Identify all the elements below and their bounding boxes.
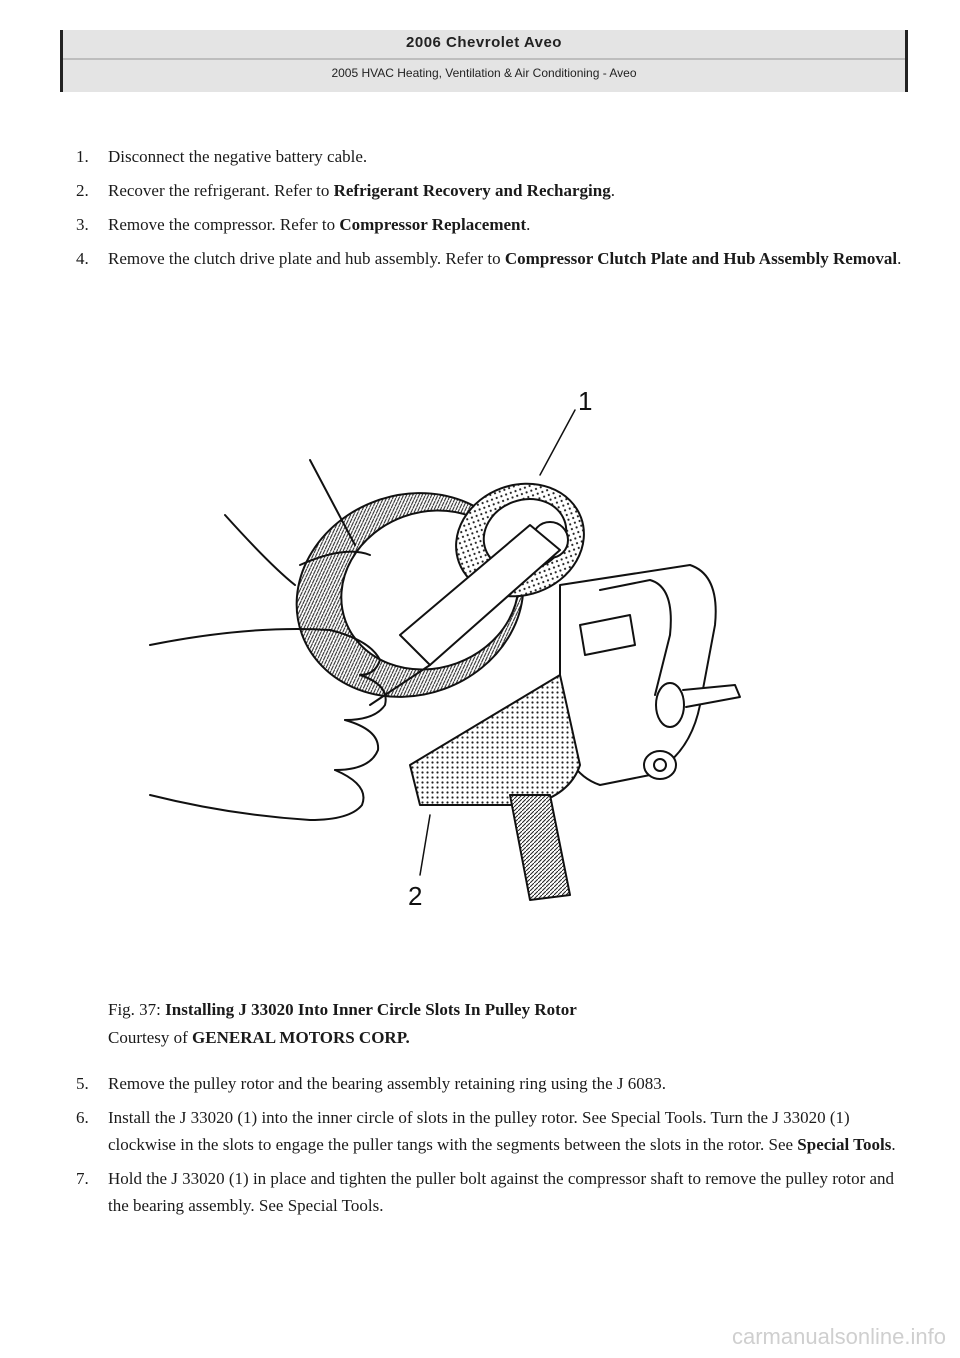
step-link-refrigerant-recovery[interactable]: Refrigerant Recovery and Recharging	[333, 181, 611, 200]
step-text-end: .	[891, 1135, 896, 1154]
watermark: carmanualsonline.info	[731, 1324, 946, 1349]
header-title: 2006 Chevrolet Aveo	[406, 34, 562, 51]
step-number: 4.	[76, 249, 89, 268]
step-number: 5.	[76, 1074, 89, 1093]
step-link-special-tools[interactable]: Special Tools	[797, 1135, 892, 1154]
page-header	[60, 30, 908, 92]
step-5	[76, 1070, 916, 1097]
puller-installation-illustration	[130, 375, 770, 925]
figure-caption	[108, 996, 577, 1052]
step-text-end: .	[610, 181, 615, 200]
step-text: Remove the compressor. Refer to	[108, 215, 340, 234]
step-text: Disconnect the negative battery cable.	[108, 147, 368, 166]
step-number: 1.	[76, 147, 89, 166]
step-text-end: .	[897, 249, 902, 268]
header-subtitle: 2005 HVAC Heating, Ventilation & Air Conditioning - Aveo	[331, 66, 637, 80]
step-1	[76, 143, 916, 170]
callout-2: 2	[408, 881, 423, 911]
step-text: Install the J 33020 (1) into the inner circle of slots in the pulley rotor. See Special Tools. Turn the J 33020 (1) clockwise in the slots to engage the puller tangs with the segments between the slots in the rotor. See	[108, 1108, 850, 1154]
step-text: Hold the J 33020 (1) in place and tighten the puller bolt against the compressor shaft to remove the pulley rotor and the bearing assembly. See Special Tools.	[108, 1169, 895, 1215]
step-number: 6.	[76, 1108, 89, 1127]
step-link-compressor-replacement[interactable]: Compressor Replacement	[339, 215, 527, 234]
step-number: 7.	[76, 1169, 89, 1188]
step-text: Remove the pulley rotor and the bearing assembly retaining ring using the J 6083.	[108, 1074, 667, 1093]
step-number: 2.	[76, 181, 89, 200]
procedure-steps-before	[76, 143, 916, 279]
step-text-end: .	[526, 215, 531, 234]
header-divider	[63, 58, 905, 60]
figure-courtesy-line	[108, 1024, 577, 1052]
step-7	[76, 1165, 916, 1219]
callout-1: 1	[578, 386, 593, 416]
figure-label: Fig. 37:	[108, 1000, 166, 1019]
step-2	[76, 177, 916, 204]
figure-title: Installing J 33020 Into Inner Circle Slots In Pulley Rotor	[165, 1000, 577, 1019]
courtesy-name: GENERAL MOTORS CORP.	[192, 1028, 410, 1047]
procedure-steps-after	[76, 1070, 916, 1226]
step-4	[76, 245, 916, 272]
step-link-clutch-plate-removal[interactable]: Compressor Clutch Plate and Hub Assembly Removal	[504, 249, 898, 268]
step-6	[76, 1104, 916, 1158]
courtesy-prefix: Courtesy of	[108, 1028, 193, 1047]
step-text: Recover the refrigerant. Refer to	[108, 181, 334, 200]
figure-title-line	[108, 996, 577, 1024]
step-number: 3.	[76, 215, 89, 234]
step-3	[76, 211, 916, 238]
step-text: Remove the clutch drive plate and hub assembly. Refer to	[108, 249, 505, 268]
